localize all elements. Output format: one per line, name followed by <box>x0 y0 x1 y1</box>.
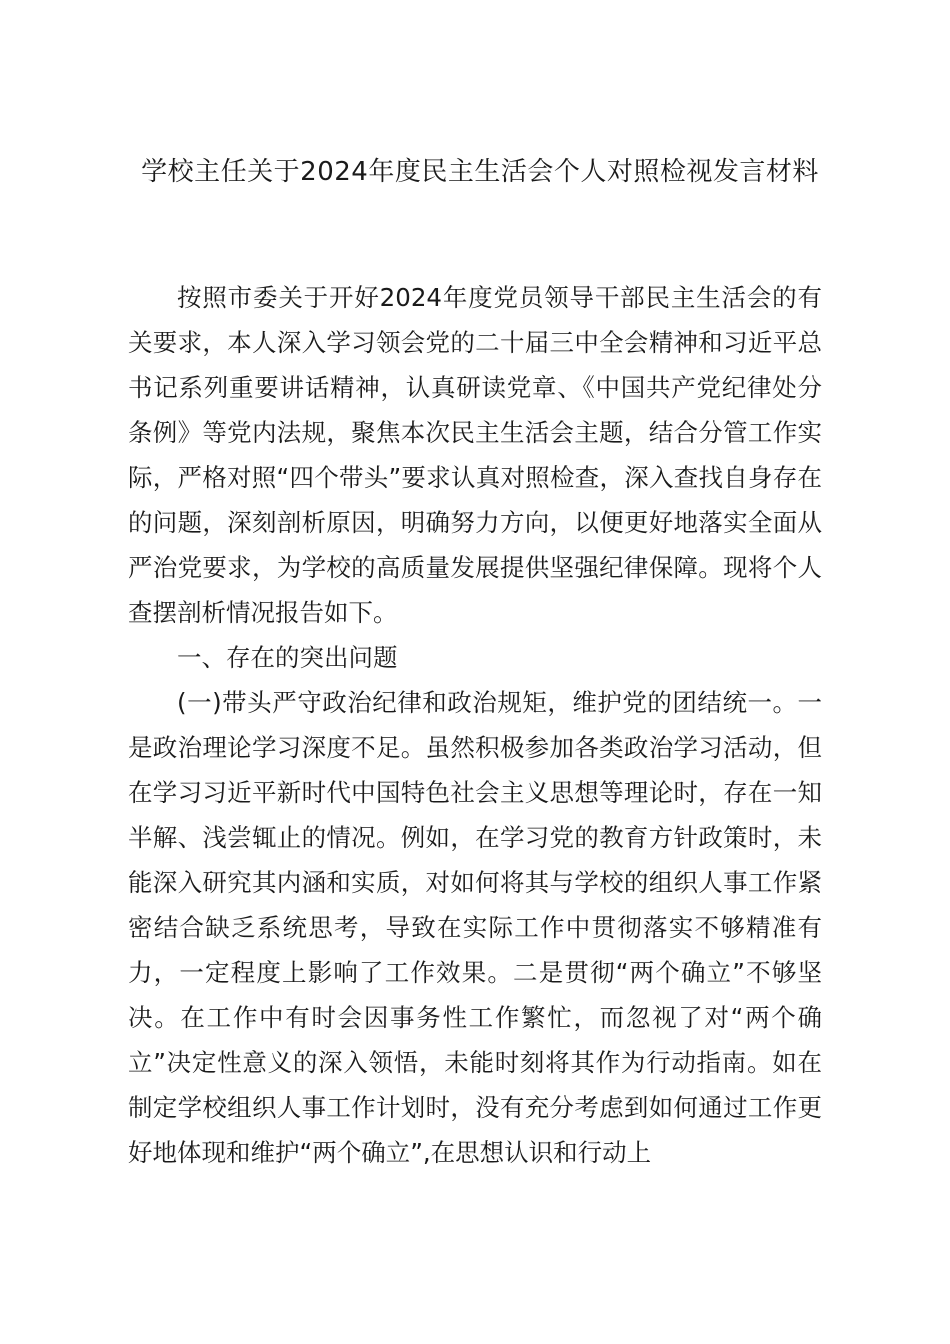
intro-paragraph: 按照市委关于开好2024年度党员领导干部民主生活会的有关要求，本人深入学习领会党的二十届三中全会精神和习近平总书记系列重要讲话精神，认真研读党章、《中国共产党纪律处分条例》等党内法规，聚焦本次民主生活会主题，结合分管工作实际，严格对照“四个带头”要求认真对照检查，深入查找自身存在的问题，深刻剖析原因，明确努力方向，以便更好地落实全面从严治党要求，为学校的高质量发展提供坚强纪律保障。现将个人查摆剖析情况报告如下。 <box>128 283 822 627</box>
document-body <box>128 275 822 1175</box>
document-title: 学校主任关于2024年度民主生活会个人对照检视发言材料 <box>141 157 819 187</box>
section-heading: 一、存在的突出问题 <box>177 643 398 672</box>
body-paragraph: (一)带头严守政治纪律和政治规矩，维护党的团结统一。一是政治理论学习深度不足。虽然积极参加各类政治学习活动，但在学习习近平新时代中国特色社会主义思想等理论时，存在一知半解、浅尝辄止的情况。例如，在学习党的教育方针政策时，未能深入研究其内涵和实质，对如何将其与学校的组织人事工作紧密结合缺乏系统思考，导致在实际工作中贯彻落实不够精准有力，一定程度上影响了工作效果。二是贯彻“两个确立”不够坚决。在工作中有时会因事务性工作繁忙，而忽视了对“两个确立”决定性意义的深入领悟，未能时刻将其作为行动指南。如在制定学校组织人事工作计划时，没有充分考虑到如何通过工作更好地体现和维护“两个确立”,在思想认识和行动上 <box>128 688 822 1167</box>
